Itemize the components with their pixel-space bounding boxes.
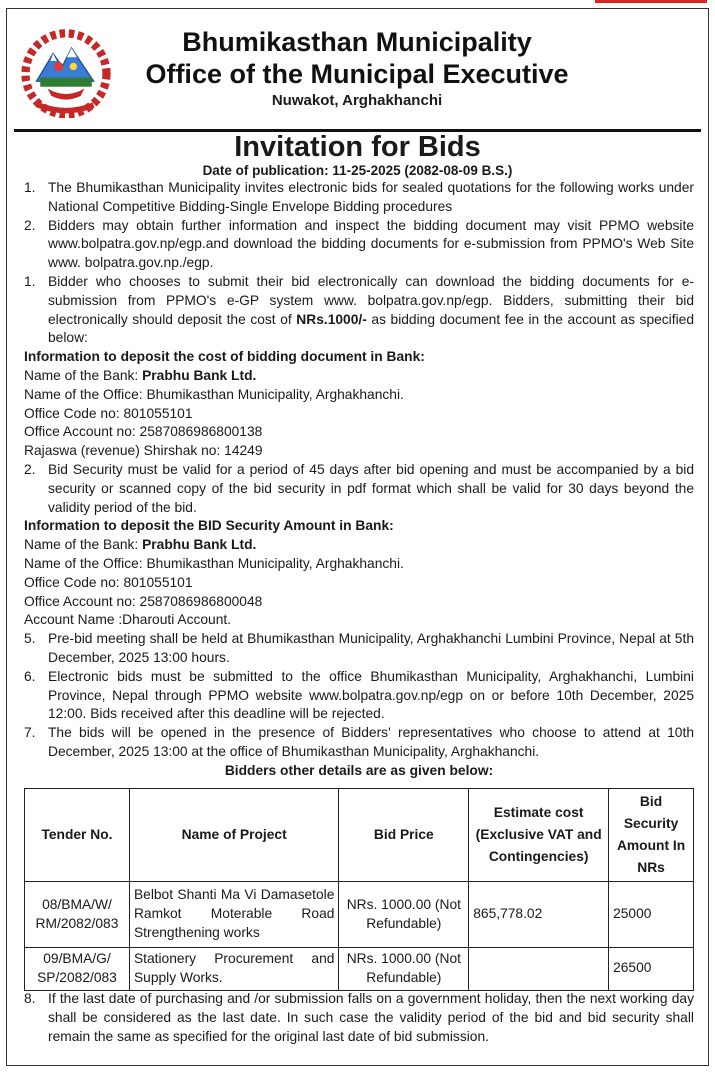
item-text: Bid Security must be valid for a period of 45 days after bid opening and must be accompanied by a bid security or scanned copy of the bid security in pdf format which shall be valid for 30 days beyond the validity period of the bid.: [48, 461, 694, 515]
office-location: Nuwakot, Arghakhanchi: [271, 92, 443, 109]
office-account: Office Account no: 2587086986800138: [24, 424, 263, 440]
column-header: Estimate cost (Exclusive VAT and Contingencies): [469, 789, 609, 882]
office-name-line: Name of the Office: Bhumikasthan Municipality, Arghakhanchi.: [24, 386, 404, 402]
column-header: Bid Price: [339, 789, 469, 882]
item-number: 1.: [24, 180, 36, 195]
item-number: 7.: [24, 725, 36, 741]
item-number: 8.: [24, 991, 36, 1006]
office-name-line: Name of the Office: Bhumikasthan Municipality, Arghakhanchi.: [24, 555, 404, 571]
bid-security: 26500: [609, 948, 694, 991]
office-account: Office Account no: 2587086986800048: [24, 593, 263, 609]
list-item: [24, 273, 694, 348]
list-item: [24, 630, 694, 668]
item-text: [48, 273, 694, 348]
tender-no: 08/BMA/W/ RM/2082/083: [25, 882, 130, 948]
revenue-code: Rajaswa (revenue) Shirshak no: 14249: [24, 443, 263, 459]
item-text: The Bhumikasthan Municipality invites electronic bids for sealed quotations for the following works under National Competitive Bidding-Single Envelope Bidding procedures: [48, 180, 694, 214]
estimate-cost: 865,778.02: [469, 882, 609, 948]
bank-name: Name of the Bank: Prabhu Bank Ltd.: [24, 367, 257, 383]
list-item: [24, 217, 694, 273]
list-item: [24, 668, 694, 724]
item-text-part: Bidder who chooses to submit their bid electronically can download the bidding documents for e-submission from PPMO's e-GP system www. bolpatra.gov.np/egp. Bidders, submitting their bid electronically should deposit the cost of: [48, 273, 694, 327]
list-item: [24, 724, 694, 762]
bid-price: NRs. 1000.00 (Not Refundable): [339, 882, 469, 948]
column-header: Name of Project: [129, 789, 338, 882]
item-text: Pre-bid meeting shall be held at Bhumikasthan Municipality, Arghakhanchi Lumbini Province, Nepal at 5th December, 2025 13:00 hours.: [48, 631, 694, 665]
account-name: Account Name :Dharouti Account.: [24, 612, 232, 628]
project-name: Stationery Procurement and Supply Works.: [129, 948, 338, 991]
item-number: 5.: [24, 631, 36, 647]
office-code: Office Code no: 801055101: [24, 574, 193, 590]
tender-no: 09/BMA/G/ SP/2082/083: [25, 948, 130, 991]
bank-info-heading: Information to deposit the cost of bidding document in Bank:: [24, 349, 425, 365]
item-text: Electronic bids must be submitted to the office Bhumikasthan Municipality, Arghakhanchi, Lumbini Province, Nepal through PPMO website www.bolpatra.gov.np/egp on or before 10th December, 2025 12:00. Bids received after this deadline will be rejected.: [48, 668, 694, 722]
list-item: [24, 461, 694, 517]
list-item: [24, 989, 694, 1046]
item-text: Bidders may obtain further information and inspect the bidding document may visit PPMO website www.bolpatra.gov.np/egp.and download the bidding documents for e-submission from PPMO's Web Site www. bolpatra.gov.np./egp.: [48, 217, 694, 271]
item-text-part: as bidding document fee in the account as specified below:: [48, 311, 694, 346]
item-text: The bids will be opened in the presence of Bidders' representatives who choose to attend at 10th December, 2025 13:00 at the office of Bhumikasthan Municipality, Arghakhanchi.: [48, 725, 694, 759]
table-row: [25, 948, 694, 991]
municipality-name: Bhumikasthan Municipality: [182, 27, 532, 57]
notice-body: [24, 179, 694, 781]
bid-price: NRs. 1000.00 (Not Refundable): [339, 948, 469, 991]
table-row: [25, 882, 694, 948]
table-header-row: [25, 789, 694, 882]
estimate-cost: [469, 948, 609, 991]
item-number: 1.: [24, 273, 36, 289]
publication-date: Date of publication: 11-25-2025 (2082-08-09 B.S.): [202, 163, 513, 178]
nepal-government-emblem-icon: [20, 26, 112, 118]
document-fee: NRs.1000/-: [296, 311, 367, 327]
item-number: 6.: [24, 668, 36, 684]
letterhead: [112, 26, 602, 111]
bids-table: [24, 788, 694, 991]
table-caption: Bidders other details are as given below:: [224, 762, 494, 778]
column-header: Tender No.: [25, 789, 130, 882]
column-header: Bid Security Amount In NRs: [609, 789, 694, 882]
notice-footer: [24, 989, 694, 1046]
bank-info-heading: Information to deposit the BID Security Amount in Bank:: [24, 518, 394, 534]
office-code: Office Code no: 801055101: [24, 405, 193, 421]
item-number: 2.: [24, 217, 36, 233]
bid-security: 25000: [609, 882, 694, 948]
bank-name: Name of the Bank: Prabhu Bank Ltd.: [24, 537, 257, 553]
item-number: 2.: [24, 461, 36, 477]
list-item: [24, 179, 694, 217]
project-name: Belbot Shanti Ma Vi Damasetole Ramkot Moterable Road Strengthening works: [129, 882, 338, 948]
top-red-mark: [595, 0, 707, 3]
notice-title: Invitation for Bids: [234, 131, 481, 163]
item-text: If the last date of purchasing and /or submission falls on a government holiday, then the next working day shall be considered as the last date. In such case the validity period of the bid and bid security shall remain the same as specified for the original last date of bid submission.: [48, 991, 694, 1044]
office-name: Office of the Municipal Executive: [145, 59, 569, 89]
